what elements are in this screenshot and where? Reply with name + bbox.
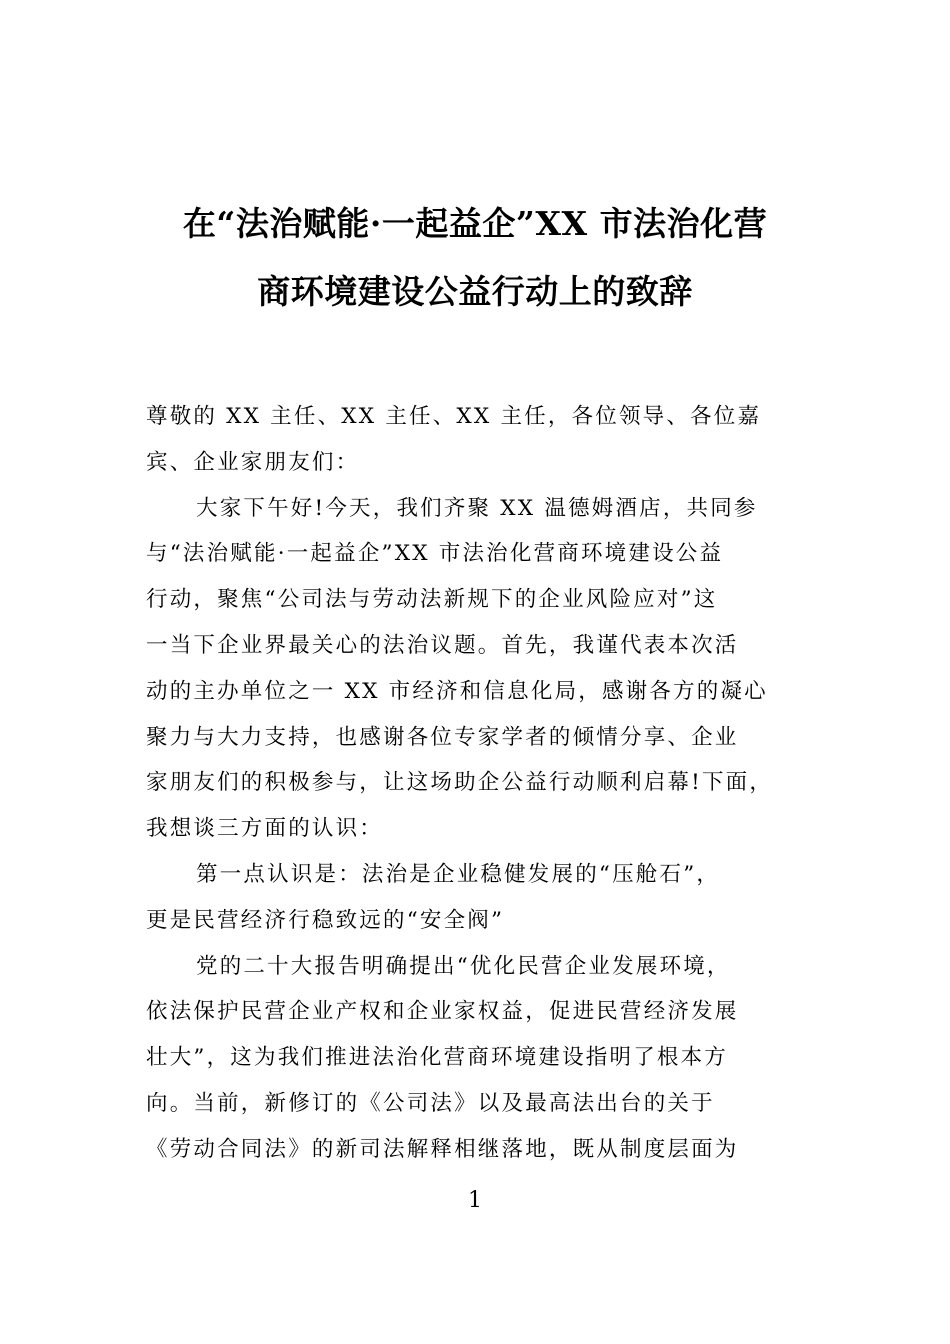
section-heading-line-1: 第一点认识是：法治是企业稳健发展的“压舱石”， [196, 861, 721, 887]
document-title [120, 190, 830, 326]
title-line-2: 商环境建设公益行动上的致辞 [257, 272, 693, 311]
paragraph-line: 聚力与大力支持，也感谢各位专家学者的倾情分享、企业 [146, 724, 739, 750]
paragraph-line: 大家下午好!今天，我们齐聚 XX 温德姆酒店，共同参 [196, 495, 758, 521]
paragraph-line: 我想谈三方面的认识： [146, 816, 384, 842]
paragraph-line: 与“法治赋能·一起益企”XX 市法治化营商环境建设公益 [146, 541, 724, 567]
paragraph-line: 一当下企业界最关心的法治议题。首先，我谨代表本次活 [146, 632, 739, 658]
salutation-line-1: 尊敬的 XX 主任、XX 主任、XX 主任，各位领导、各位嘉 [146, 404, 762, 429]
section-heading-line-2: 更是民营经济行稳致远的“安全阀” [146, 907, 505, 933]
paragraph-line: 向。当前，新修订的《公司法》以及最高法出台的关于 [146, 1090, 715, 1116]
salutation-line-2: 宾、企业家朋友们： [146, 449, 360, 475]
paragraph-line: 壮大”，这为我们推进法治化营商环境建设指明了根本方 [146, 1045, 728, 1071]
paragraph-line: 家朋友们的积极参与，让这场助企公益行动顺利启幕!下面， [146, 770, 774, 796]
page-number: 1 [468, 1188, 482, 1213]
paragraph-line: 《劳动合同法》的新司法解释相继落地，既从制度层面为 [146, 1136, 739, 1162]
title-line-1: 在“法治赋能·一起益企”XX 市法治化营 [182, 204, 768, 243]
document-body [146, 394, 810, 1173]
paragraph-line: 行动，聚焦“公司法与劳动法新规下的企业风险应对”这 [146, 587, 718, 613]
paragraph-line: 依法保护民营企业产权和企业家权益，促进民营经济发展 [146, 999, 739, 1025]
paragraph-line: 动的主办单位之一 XX 市经济和信息化局，感谢各方的凝心 [146, 678, 768, 704]
paragraph-line: 党的二十大报告明确提出“优化民营企业发展环境， [196, 953, 731, 979]
